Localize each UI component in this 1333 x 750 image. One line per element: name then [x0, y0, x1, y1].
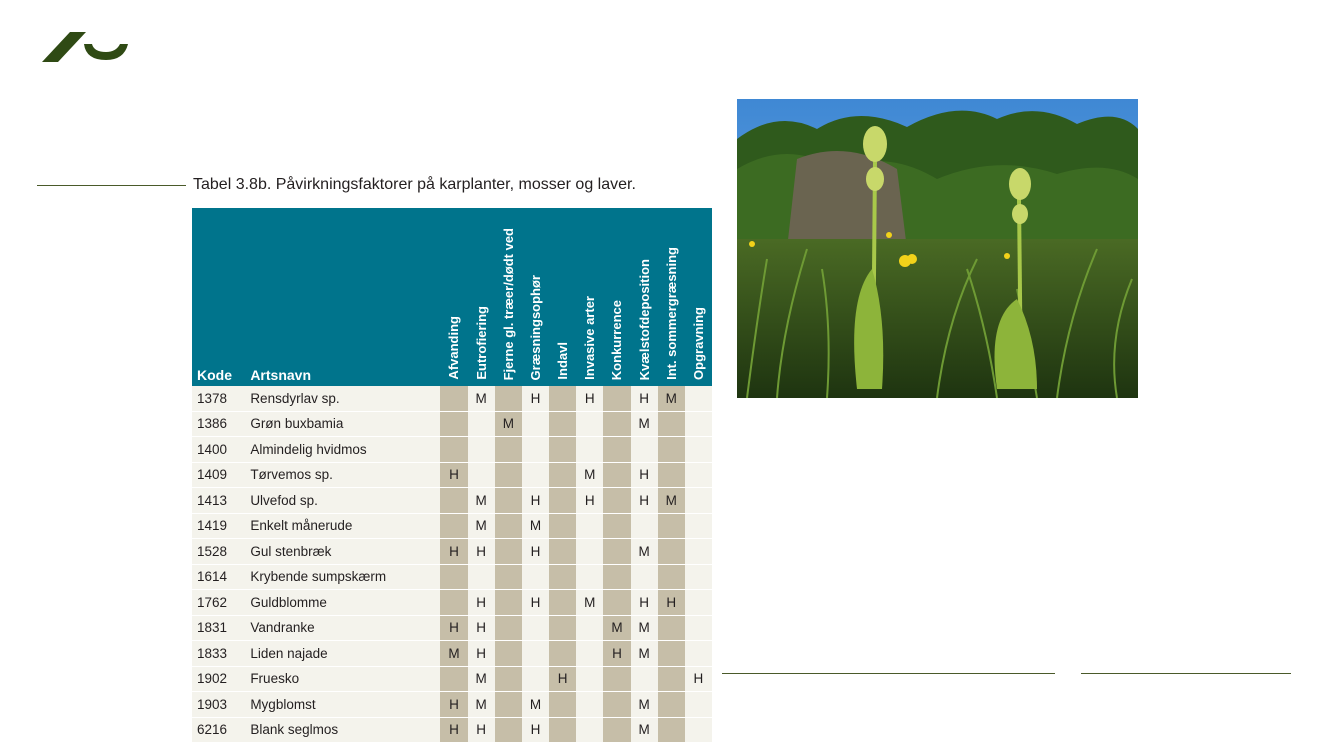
factor-cell: [685, 692, 712, 718]
factor-cell: [631, 513, 658, 539]
factor-cell: H: [468, 641, 495, 667]
factor-cell: [576, 411, 603, 437]
factor-cell: [549, 692, 576, 718]
table-row: [192, 692, 712, 718]
factor-cell: [576, 615, 603, 641]
factor-cell: [603, 386, 630, 411]
plant-photo: [737, 99, 1138, 398]
kode-cell: 1903: [192, 692, 246, 718]
factor-cell: [685, 462, 712, 488]
artsnavn-cell: Gul stenbræk: [246, 539, 440, 565]
factor-cell: H: [631, 462, 658, 488]
factor-cell: M: [468, 386, 495, 411]
pressure-factor-table: [192, 208, 712, 743]
kode-cell: 1378: [192, 386, 246, 411]
logo: [40, 30, 130, 66]
table-row: [192, 590, 712, 616]
factor-cell: [685, 386, 712, 411]
artsnavn-cell: Blank seglmos: [246, 717, 440, 743]
header-factor: [576, 208, 603, 386]
factor-cell: M: [522, 692, 549, 718]
factor-cell: [603, 564, 630, 590]
factor-cell: [522, 666, 549, 692]
factor-cell: [685, 641, 712, 667]
factor-cell: [468, 564, 495, 590]
header-kode: Kode: [192, 208, 246, 386]
factor-cell: [576, 513, 603, 539]
header-artsnavn: Artsnavn: [246, 208, 440, 386]
factor-cell: [440, 564, 467, 590]
factor-cell: H: [468, 615, 495, 641]
factor-cell: [549, 717, 576, 743]
factor-cell: [495, 564, 522, 590]
factor-cell: H: [440, 462, 467, 488]
factor-cell: [576, 717, 603, 743]
logo-slash-shape: [42, 32, 86, 62]
factor-cell: M: [631, 615, 658, 641]
factor-cell: H: [658, 590, 685, 616]
factor-cell: [603, 666, 630, 692]
factor-cell: [658, 666, 685, 692]
factor-cell: M: [522, 513, 549, 539]
factor-cell: [495, 717, 522, 743]
factor-cell: [495, 539, 522, 565]
factor-cell: [495, 437, 522, 463]
factor-cell: [468, 411, 495, 437]
factor-cell: [549, 462, 576, 488]
factor-cell: [603, 513, 630, 539]
factor-cell: [576, 437, 603, 463]
factor-cell: [549, 564, 576, 590]
factor-cell: H: [440, 615, 467, 641]
factor-cell: [549, 488, 576, 514]
factor-cell: [685, 615, 712, 641]
factor-cell: H: [576, 386, 603, 411]
factor-cell: H: [522, 386, 549, 411]
table-row: [192, 539, 712, 565]
table-caption: Tabel 3.8b. Påvirkningsfaktorer på karplanter, mosser og laver.: [193, 176, 636, 193]
factor-cell: [440, 513, 467, 539]
factor-cell: [495, 590, 522, 616]
bottom-rule-middle: [722, 673, 1055, 674]
factor-cell: M: [631, 539, 658, 565]
factor-cell: [522, 411, 549, 437]
factor-cell: H: [522, 539, 549, 565]
table-row: [192, 488, 712, 514]
factor-cell: [576, 539, 603, 565]
factor-cell: H: [549, 666, 576, 692]
header-factor-label: Invasive arter: [582, 296, 598, 380]
table-header-row: [192, 208, 712, 386]
factor-cell: H: [576, 488, 603, 514]
factor-cell: [468, 462, 495, 488]
factor-cell: H: [468, 539, 495, 565]
factor-cell: [658, 564, 685, 590]
kode-cell: 1833: [192, 641, 246, 667]
factor-cell: [440, 666, 467, 692]
artsnavn-cell: Rensdyrlav sp.: [246, 386, 440, 411]
artsnavn-cell: Almindelig hvidmos: [246, 437, 440, 463]
factor-cell: [603, 717, 630, 743]
header-factor-label: Fjerne gl. træer/dødt ved: [500, 227, 516, 380]
artsnavn-cell: Guldblomme: [246, 590, 440, 616]
factor-cell: [522, 564, 549, 590]
factor-cell: [631, 666, 658, 692]
factor-cell: [440, 488, 467, 514]
factor-cell: [603, 411, 630, 437]
logo-arc-shape: [84, 44, 128, 60]
factor-cell: [440, 437, 467, 463]
header-factor: [495, 208, 522, 386]
factor-cell: [685, 564, 712, 590]
kode-cell: 1831: [192, 615, 246, 641]
factor-cell: [549, 513, 576, 539]
factor-cell: [576, 564, 603, 590]
header-factor: [522, 208, 549, 386]
table-row: [192, 666, 712, 692]
factor-cell: M: [631, 692, 658, 718]
factor-cell: [685, 539, 712, 565]
factor-cell: [685, 488, 712, 514]
artsnavn-cell: Tørvemos sp.: [246, 462, 440, 488]
factor-cell: [440, 590, 467, 616]
factor-cell: M: [576, 590, 603, 616]
factor-cell: [549, 386, 576, 411]
factor-cell: [495, 615, 522, 641]
header-factor: [440, 208, 467, 386]
header-factor: [685, 208, 712, 386]
table-row: [192, 411, 712, 437]
factor-cell: [631, 437, 658, 463]
factor-cell: H: [522, 717, 549, 743]
artsnavn-cell: Mygblomst: [246, 692, 440, 718]
factor-cell: [440, 411, 467, 437]
factor-cell: M: [468, 692, 495, 718]
factor-cell: [576, 666, 603, 692]
factor-cell: H: [631, 386, 658, 411]
kode-cell: 1413: [192, 488, 246, 514]
factor-cell: [658, 717, 685, 743]
table-body: [192, 386, 712, 743]
factor-cell: [549, 539, 576, 565]
factor-cell: M: [603, 615, 630, 641]
factor-cell: [658, 411, 685, 437]
factor-cell: M: [468, 666, 495, 692]
artsnavn-cell: Enkelt månerude: [246, 513, 440, 539]
factor-cell: H: [631, 590, 658, 616]
factor-cell: [603, 437, 630, 463]
factor-cell: [658, 462, 685, 488]
factor-cell: [631, 564, 658, 590]
factor-cell: [658, 539, 685, 565]
factor-cell: [685, 590, 712, 616]
factor-cell: [549, 615, 576, 641]
factor-cell: [549, 437, 576, 463]
factor-cell: [522, 641, 549, 667]
kode-cell: 1419: [192, 513, 246, 539]
table-row: [192, 641, 712, 667]
factor-cell: H: [631, 488, 658, 514]
header-factor-label: Kvælstofdeposition: [636, 258, 652, 380]
factor-cell: [522, 615, 549, 641]
factor-cell: H: [468, 717, 495, 743]
header-factor-label: Indavl: [555, 342, 571, 380]
factor-cell: M: [468, 513, 495, 539]
factor-cell: [576, 692, 603, 718]
factor-cell: H: [468, 590, 495, 616]
factor-cell: [658, 641, 685, 667]
factor-cell: [495, 692, 522, 718]
table-row: [192, 717, 712, 743]
factor-cell: [549, 590, 576, 616]
factor-cell: [603, 488, 630, 514]
table-row: [192, 462, 712, 488]
bottom-rule-right: [1081, 673, 1291, 674]
factor-cell: H: [440, 539, 467, 565]
factor-cell: M: [658, 386, 685, 411]
factor-cell: M: [495, 411, 522, 437]
kode-cell: 1902: [192, 666, 246, 692]
factor-cell: H: [522, 488, 549, 514]
factor-cell: [549, 641, 576, 667]
header-factor-label: Int. sommergræsning: [663, 247, 679, 380]
artsnavn-cell: Ulvefod sp.: [246, 488, 440, 514]
factor-cell: M: [658, 488, 685, 514]
table-row: [192, 386, 712, 411]
header-factor: [631, 208, 658, 386]
factor-cell: [468, 437, 495, 463]
kode-cell: 1409: [192, 462, 246, 488]
table-row: [192, 564, 712, 590]
factor-cell: [603, 462, 630, 488]
factor-cell: M: [631, 411, 658, 437]
factor-cell: [685, 437, 712, 463]
table-row: [192, 615, 712, 641]
factor-cell: [658, 513, 685, 539]
header-factor-label: Eutrofiering: [473, 306, 489, 380]
factor-cell: [495, 386, 522, 411]
header-factor-label: Afvanding: [446, 316, 462, 380]
header-factor-label: Græsningsophør: [527, 274, 543, 380]
table-row: [192, 513, 712, 539]
factor-cell: [685, 513, 712, 539]
factor-cell: [685, 717, 712, 743]
kode-cell: 1614: [192, 564, 246, 590]
left-rule: [37, 185, 186, 186]
kode-cell: 6216: [192, 717, 246, 743]
factor-cell: H: [440, 717, 467, 743]
header-factor-label: Opgravning: [690, 307, 706, 380]
header-factor-label: Konkurrence: [609, 299, 625, 380]
header-factor: [658, 208, 685, 386]
artsnavn-cell: Vandranke: [246, 615, 440, 641]
factor-cell: [658, 437, 685, 463]
factor-cell: [603, 539, 630, 565]
kode-cell: 1386: [192, 411, 246, 437]
artsnavn-cell: Grøn buxbamia: [246, 411, 440, 437]
factor-cell: M: [440, 641, 467, 667]
header-factor: [603, 208, 630, 386]
factor-cell: [603, 692, 630, 718]
artsnavn-cell: Fruesko: [246, 666, 440, 692]
factor-cell: [522, 462, 549, 488]
factor-cell: M: [576, 462, 603, 488]
factor-cell: [495, 488, 522, 514]
factor-cell: [603, 590, 630, 616]
factor-cell: [658, 615, 685, 641]
table-row: [192, 437, 712, 463]
factor-cell: H: [440, 692, 467, 718]
factor-cell: [658, 692, 685, 718]
factor-cell: [495, 462, 522, 488]
factor-cell: M: [468, 488, 495, 514]
header-factor: [468, 208, 495, 386]
factor-cell: [576, 641, 603, 667]
factor-cell: [549, 411, 576, 437]
factor-cell: [495, 666, 522, 692]
kode-cell: 1528: [192, 539, 246, 565]
factor-cell: [495, 641, 522, 667]
factor-cell: [495, 513, 522, 539]
factor-cell: [522, 437, 549, 463]
factor-cell: M: [631, 641, 658, 667]
factor-cell: [440, 386, 467, 411]
factor-cell: H: [522, 590, 549, 616]
artsnavn-cell: Liden najade: [246, 641, 440, 667]
factor-cell: M: [631, 717, 658, 743]
factor-cell: H: [603, 641, 630, 667]
kode-cell: 1400: [192, 437, 246, 463]
header-factor: [549, 208, 576, 386]
artsnavn-cell: Krybende sumpskærm: [246, 564, 440, 590]
kode-cell: 1762: [192, 590, 246, 616]
factor-cell: [685, 411, 712, 437]
factor-cell: H: [685, 666, 712, 692]
